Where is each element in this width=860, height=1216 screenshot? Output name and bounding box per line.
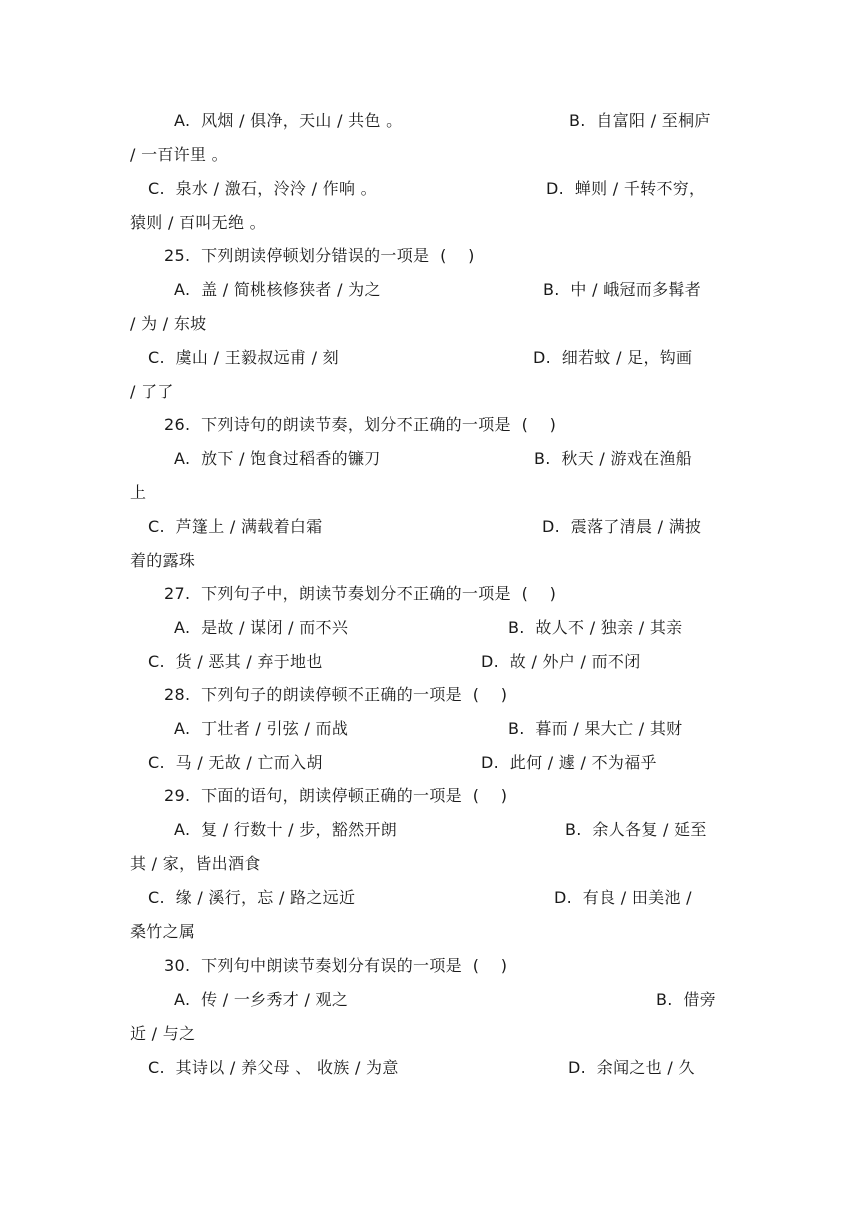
q30-option-a: A. 传 / 一乡秀才 / 观之 (174, 990, 349, 1009)
q27-option-c: C. 货 / 恶其 / 弃于地也 (148, 652, 323, 671)
question-27: 27. 下列句子中，朗读节奏划分不正确的一项是 ( ) (164, 584, 557, 603)
question-25: 25. 下列朗读停顿划分错误的一项是 ( ) (164, 246, 475, 265)
question-30: 30. 下列句中朗读节奏划分有误的一项是 ( ) (164, 956, 508, 975)
q25-option-a: A. 盖 / 简桃核修狭者 / 为之 (174, 280, 381, 299)
q25-option-d: D. 细若蚊 / 足，钩画 (533, 348, 693, 367)
question-29: 29. 下面的语句，朗读停顿正确的一项是 ( ) (164, 786, 508, 805)
q27-option-d: D. 故 / 外户 / 而不闭 (481, 652, 641, 671)
q26-option-b-cont: 上 (130, 483, 147, 502)
q26-option-b: B. 秋天 / 游戏在渔船 (534, 449, 692, 468)
q25-option-d-cont: / 了了 (130, 382, 174, 401)
q27-option-b: B. 故人不 / 独亲 / 其亲 (508, 618, 683, 637)
q25-option-b: B. 中 / 峨冠而多髯者 (543, 280, 701, 299)
q26-option-d: D. 震落了清晨 / 满披 (542, 517, 702, 536)
q29-option-b: B. 余人各复 / 延至 (565, 820, 707, 839)
q24-option-a: A. 风烟 / 俱净，天山 / 共色 。 (174, 111, 403, 130)
q29-option-a: A. 复 / 行数十 / 步，豁然开朗 (174, 820, 398, 839)
question-26: 26. 下列诗句的朗读节奏，划分不正确的一项是 ( ) (164, 415, 557, 434)
q24-option-c: C. 泉水 / 激石，泠泠 / 作响 。 (148, 179, 377, 198)
q30-option-b: B. 借旁 (656, 990, 717, 1009)
q26-option-d-cont: 着的露珠 (130, 551, 196, 570)
q24-option-d: D. 蝉则 / 千转不穷， (546, 179, 706, 198)
q30-option-d: D. 余闻之也 / 久 (568, 1058, 695, 1077)
q24-option-d-cont: 猿则 / 百叫无绝 。 (130, 213, 266, 232)
q29-option-d: D. 有良 / 田美池 / (554, 888, 692, 907)
q25-option-b-cont: / 为 / 东坡 (130, 314, 207, 333)
q27-option-a: A. 是故 / 谋闭 / 而不兴 (174, 618, 349, 637)
q26-option-c: C. 芦篷上 / 满载着白霜 (148, 517, 323, 536)
q25-option-c: C. 虞山 / 王毅叔远甫 / 刻 (148, 348, 339, 367)
q30-option-c: C. 其诗以 / 养父母 、 收族 / 为意 (148, 1058, 399, 1077)
q24-option-b: B. 自富阳 / 至桐庐 (569, 111, 711, 130)
q29-option-c: C. 缘 / 溪行，忘 / 路之远近 (148, 888, 356, 907)
q28-option-c: C. 马 / 无故 / 亡而入胡 (148, 753, 323, 772)
question-28: 28. 下列句子的朗读停顿不正确的一项是 ( ) (164, 685, 508, 704)
q29-option-d-cont: 桑竹之属 (130, 922, 196, 941)
q29-option-b-cont: 其 / 家，皆出酒食 (130, 854, 261, 873)
q30-option-b-cont: 近 / 与之 (130, 1024, 196, 1043)
q28-option-b: B. 暮而 / 果大亡 / 其财 (508, 719, 683, 738)
q24-option-b-cont: / 一百许里 。 (130, 145, 228, 164)
q26-option-a: A. 放下 / 饱食过稻香的镰刀 (174, 449, 381, 468)
q28-option-d: D. 此何 / 遽 / 不为福乎 (481, 753, 657, 772)
q28-option-a: A. 丁壮者 / 引弦 / 而战 (174, 719, 349, 738)
